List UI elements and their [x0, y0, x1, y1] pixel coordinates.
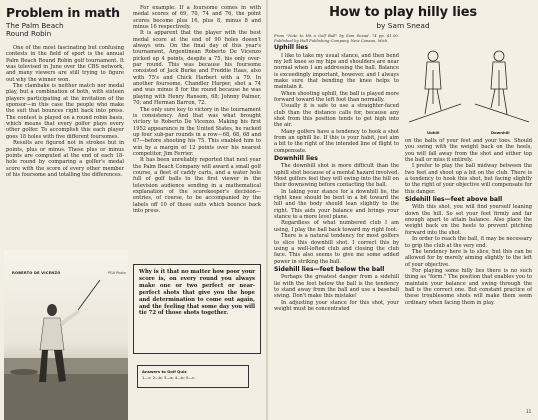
paragraph: In order to reach the ball, it may be necessary to grip the club at the very end. [405, 236, 532, 249]
paragraph: For playing some hilly lies there is no such thing as "form." The position that enables you to maintain your balance and swing through the ball is the correct one. But constant practice of these troublesome shots will make them seem ordinary when facing them in play. [405, 267, 532, 306]
paragraph: For example: If a foursome comes in with medal scores of 69, 70, 74 and 76, the point scores become plus 16, plus 8, minus 8 and minus 16 respectively. [133, 5, 261, 31]
right-column-1 [274, 34, 399, 418]
paragraph: Perhaps the greatest danger from a sidehill lie with the feet below the ball is the tendency to stand away from the ball and use a baseball swing. Don't make this mistake! [274, 274, 399, 300]
location-line-2: Round Robin [6, 29, 52, 38]
golf-quote-box [133, 264, 261, 354]
paragraph: I like to take my usual stance, and then bend my left knee so my hips and shoulders are near normal when I am addressing the ball. Balance is exceedingly important, however, and I always make sure that bending the knee helps to maintain it. [274, 52, 399, 91]
paragraph: It is apparent that the player with the best medal score at the end of 90 holes doesn't always win. On the final day of this year's tournament, Argentinean Roberto De Vicenzo picked up 4 points, despite a 75, his only over-par round. This was because his foursome consisted of Jack Burke and Freddie Haas, also with 75's and Chick Harbert with a 79. In another foursome, Chandler Harper, shot a 74 and was minus 8 for the round because he was playing with Henry Ransom, 68; Johnny Palmer, 70; and Herman Barron, 72. [133, 30, 261, 107]
subhead-downhill-lies: Downhill lies [274, 155, 318, 163]
byline: by Sam Snead [376, 21, 430, 30]
figure-label-uphill: Uphill [427, 130, 440, 134]
paragraph: In adjusting your stance for this shot, your weight must be concentrated [274, 299, 399, 312]
left-column-1 [6, 45, 124, 250]
left-column-2 [133, 5, 261, 265]
subhead-uphill-lies: Uphill lies [274, 44, 308, 52]
right-header [274, 5, 532, 30]
subhead-feet-below-ball: Sidehill lies—feet below the ball [274, 265, 385, 273]
subhead-feet-above-ball: Sidehill lies—feet above ball [405, 196, 503, 204]
paragraph: In taking your stance for a downhill lie, the right knee should be bent in a bit toward the hill and the body should lean slightly to the right. This aids your balance and brings your stance to a more level plane. [274, 188, 399, 221]
paragraph: One of the most fascinating but confusing contests in the field of sport is the annual Palm Beach Round Robin golf tournament. It was televised in June over the CBS network, and many viewers are still trying to figure out why the winner won. [6, 45, 124, 83]
left-page [0, 0, 268, 420]
paragraph: The clambake is neither match nor medal play, but a combination of both, with sixteen players participating at the invitation of the sponsor—in this case the people who make the suit that bounces right back into press. The contest is played on a round robin basis, which means that every golfer plays every other golfer. To accomplish this each player goes 18 holes with five different foursomes. [6, 83, 124, 140]
left-header [6, 5, 124, 38]
paragraph: The only sure key to victory in the tournament is consistency. And that was what brought victory to Roberto De Vicenzo. Making his first 1952 appearance in the United States, he racked up four sub-par rounds in a row—68, 68, 68 and 67—before shooting his 75. This enabled him to win by a margin of 12 points over his nearest competitor, Jim Ferrier. [133, 106, 261, 157]
photo-credit: PGA Photo [108, 271, 126, 275]
photo-caption-name: ROBERTO DE VICENZO [12, 271, 61, 275]
quiz-answers-title: Answers to Golf Quiz [142, 369, 187, 374]
paragraph: When shooting uphill, the ball is played more forward toward the left foot than normally. [274, 90, 399, 103]
paragraph: The tendency here is to slice, but this can be allowed for by merely aiming slightly to the left of your objective. [405, 248, 532, 268]
paragraph: Usually it is safe to use a straighter-faced club than the distance calls for, because any shot from this position tends to get high into the air. [274, 103, 399, 129]
stance-illustrations [405, 34, 533, 134]
article-title-problem-in-math: Problem in math [6, 5, 120, 20]
paragraph: There is a natural tendency for most golfers to slice this downhill shot. I correct this by using a well-lofted club and closing the club face. This also seems to give me some added power in striking the ball. [274, 233, 399, 265]
location-line-1: The Palm Beach [6, 21, 64, 30]
paragraph: It has been unreliably reported that next year the Palm Beach Company will award a small golf course, a fleet of caddy carts, and a water hole full of golf balls to the first viewer in the television audience sending in a mathematical explanation of the scorekeeper's decision—entries, of course, to be accompanied by the labels off 10 of those suits which bounce back into press. [133, 157, 261, 214]
paragraph: Many golfers have a tendency to hook a shot from an uphill lie. If this is your habit, just aim a bit to the right of the intended line of flight to compensate. [274, 128, 399, 154]
paragraph: on the balls of your feet and your toes. Should you swing with the weight back on the heels, you will fall away from the shot and either top the ball or miss it entirely. [405, 138, 532, 164]
paragraph: Results are figured not in strokes but in points, plus or minus. These plus or minus points are computed at the end of each 18-hole round by comparing a golfer's medal score with the score of every other member of his foursome and totalling the differences. [6, 140, 124, 178]
book-credit: From "Note to Hit a Golf Ball" by Sam Snead. 74 pp. $1.00. Published by Hall Publishing Company, New Canaan, Mich. [274, 34, 399, 43]
quiz-answers-box [137, 365, 249, 388]
figure-label-downhill: Downhill [491, 130, 510, 134]
quiz-answers-text: 1—c; 2—b; 3—a; 4—b; 5—c. [142, 375, 196, 380]
right-column-2 [405, 138, 532, 408]
paragraph: Regardless of what numbered club I am using, I play the ball back toward my right foot. [274, 220, 399, 233]
golfer-silhouette-icon [4, 250, 128, 420]
article-title-hilly-lies: How to play hilly lies [329, 5, 477, 20]
golf-quote: Why is it that no matter how poor your score is, on every round you always make one or two perfect or near-perfect shots that give you the hope and determination to come out again, and the feeling that some day you will tie 72 of those shots together. [139, 269, 255, 317]
right-page [268, 0, 538, 420]
paragraph: With this shot, you will find yourself leaning down the hill. So set your feet firmly and far enough apart to attain balance. Also place the weight back on the heels to prevent pitching forward into the shot. [405, 204, 532, 236]
uphill-downhill-stance-icon [405, 34, 533, 130]
paragraph: The downhill shot is more difficult than the uphill shot because of a mental hazard involved. Most golfers feel they will swing into the hill on their downswing before contacting the ball. [274, 163, 399, 189]
paragraph: I prefer to play the ball midway between the two feet and shoot up a bit on the club. There is a tendency to hook this shot, but facing slightly to the right of your objective will compensate for this danger. [405, 163, 532, 195]
golfer-photo [4, 250, 128, 420]
page-number: 11 [526, 409, 532, 414]
